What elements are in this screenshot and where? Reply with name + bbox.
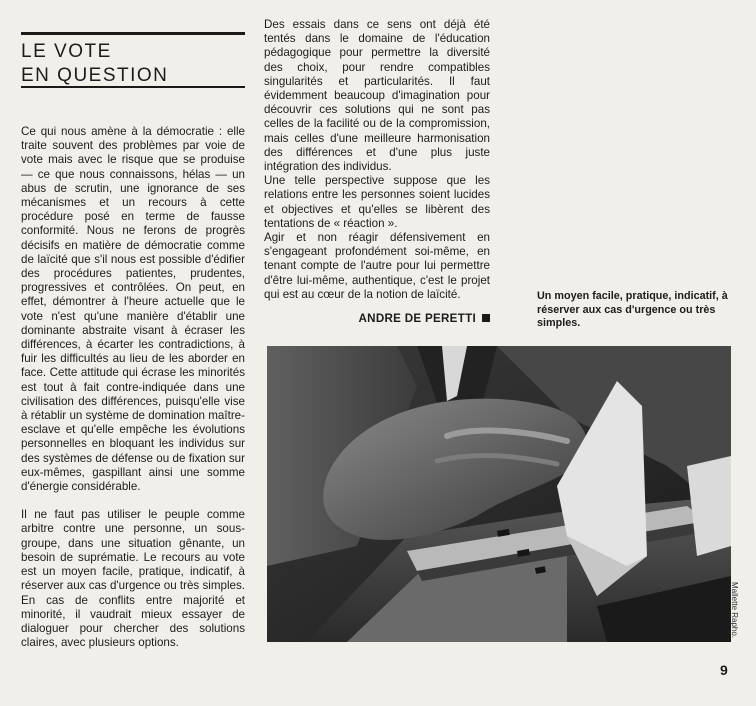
title-line-1: LE VOTE <box>21 41 112 62</box>
title-rule-top <box>21 32 245 35</box>
author-signature <box>264 312 490 325</box>
paragraph: Il ne faut pas utiliser le peuple comme arbitre contre une personne, un sous-groupe, dans une situation gênante, un besoin de suprématie. Le recours au vote est un moyen facile, pratique, indicatif, à réserver aux cas d'urgence ou très simples. En cas de conflits entre majorité et minorité, il vaudrait mieux essayer de dialoguer pour chercher des solutions claires, avec plusieurs options. <box>21 508 245 650</box>
photo-credit: Mallette Rapho. <box>730 582 739 639</box>
end-square-icon <box>482 314 490 322</box>
title-rule-bottom <box>21 86 245 88</box>
ballot-box-photo <box>267 346 731 642</box>
article-title <box>21 40 168 88</box>
page-number: 9 <box>720 662 728 678</box>
paragraph: Une telle perspective suppose que les relations entre les personnes soient lucides et objectives et qu'elles se libèrent des tentations de « réaction ». <box>264 174 490 230</box>
ballot-photo-illustration <box>267 346 731 642</box>
text-column-left <box>21 125 245 650</box>
paragraph: Ce qui nous amène à la démocratie : elle traite souvent des problèmes par voie de vote mais avec le risque que se produise — ce que nous connaissons, hélas — un abus de scrutin, une ignorance de ses mécanismes et un recours à cette procédure posé en terme de fausse conformité. Nous ne ferons de progrès décisifs en matière de démocratie comme de laïcité que s'il nous est possible d'édifier des procédures patientes, prudentes, progressives et contrôlées. On peut, en effet, démontrer à l'heure actuelle que le vote n'est qu'une manière d'établir une dominante abstraite visant à écraser les différences, à écarter les contradictions, à fuir les difficultés au lieu de les aborder en face. Cette attitude qui écrase les minorités est tout à fait contre-indiquée dans une civilisation des différences, puisqu'elle vise à rétablir un système de domination maître-esclave et qu'elle empêche les évolutions personnelles en bloquant les individus sur des systèmes de défense ou de fixation sur eux-mêmes, gaspillant ainsi une somme d'énergie considérable. <box>21 125 245 494</box>
author-name: ANDRE DE PERETTI <box>358 312 476 325</box>
photo-caption: Un moyen facile, pratique, indicatif, à réserver aux cas d'urgence ou très simples. <box>537 290 728 329</box>
title-line-2: EN QUESTION <box>21 65 169 86</box>
paragraph: Agir et non réagir défensivement en s'engageant profondément soi-même, en tenant compte de l'autre pour lui permettre d'être lui-même, authentique, c'est le projet qui est au cœur de la notion de laïcité. <box>264 231 490 301</box>
paragraph: Des essais dans ce sens ont déjà été tentés dans le domaine de l'éducation pédagogique pour permettre la diversité des choix, pour rendre compatibles singularités et particularités. Il faut évidemment beaucoup d'imagination pour découvrir ces solutions qui ne sont pas celles de la facilité ou de la compromission, mais celles d'une meilleure harmonisation des différences et d'une plus juste intégration des individus. <box>264 18 490 174</box>
text-column-middle <box>264 18 490 302</box>
